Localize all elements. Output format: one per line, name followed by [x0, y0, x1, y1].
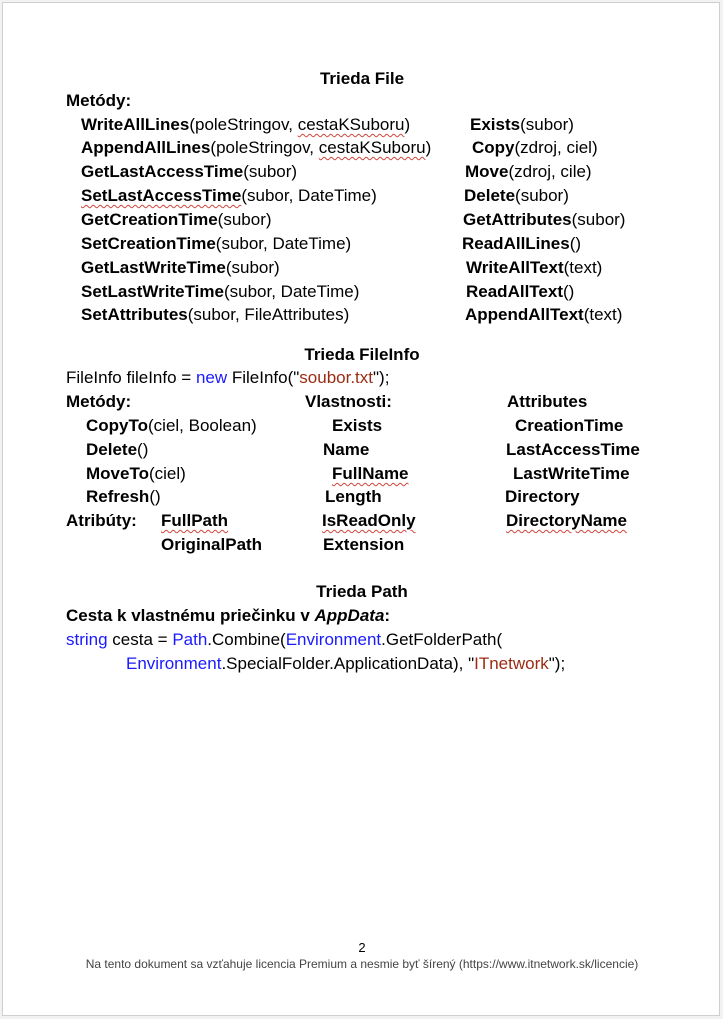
fileinfo-attributes-label: Attributes	[507, 392, 588, 411]
file-method-left: WriteAllLines(poleStringov, cestaKSuboru)	[81, 115, 411, 134]
fileinfo-attribute: LastWriteTime	[513, 464, 630, 483]
file-method-right: Delete(subor)	[464, 186, 569, 205]
fileinfo-method: Delete()	[86, 440, 149, 459]
file-method-right: AppendAllText(text)	[465, 305, 623, 324]
fileinfo-attribute: Directory	[505, 487, 580, 506]
file-method-left: GetCreationTime(subor)	[81, 210, 272, 229]
fileinfo-property: Exists	[332, 416, 383, 435]
page-number: 2	[358, 940, 366, 955]
file-method-right: ReadAllText()	[466, 282, 575, 301]
file-method-left: SetAttributes(subor, FileAttributes)	[81, 305, 350, 324]
path-code-line-1: string cesta = Path.Combine(Environment.GetFolderPath(	[66, 630, 503, 649]
fileinfo-atributy-label: Atribúty:	[66, 511, 137, 530]
file-method-right: GetAttributes(subor)	[463, 210, 626, 229]
license-footer: Na tento dokument sa vzťahuje licencia Premium a nesmie byť šírený (https://www.itnetwork.sk/licencie)	[85, 957, 639, 971]
fileinfo-attribute: LastAccessTime	[506, 440, 640, 459]
fileinfo-property: IsReadOnly	[322, 511, 416, 530]
path-code-line-2: Environment.SpecialFolder.ApplicationData), "ITnetwork");	[126, 654, 566, 673]
fileinfo-attribute: DirectoryName	[506, 511, 627, 530]
fileinfo-property: Name	[323, 440, 370, 459]
fileinfo-atribut: FullPath	[161, 511, 229, 530]
file-method-left: SetLastAccessTime(subor, DateTime)	[81, 186, 377, 205]
file-method-right: Exists(subor)	[470, 115, 574, 134]
fileinfo-methods-label: Metódy:	[66, 392, 132, 411]
fileinfo-property: Extension	[323, 535, 405, 554]
file-method-left: AppendAllLines(poleStringov, cestaKSuboru)	[81, 138, 432, 157]
file-method-right: Copy(zdroj, ciel)	[472, 138, 598, 157]
file-method-left: GetLastAccessTime(subor)	[81, 162, 298, 181]
path-subtitle: Cesta k vlastnému priečinku v AppData:	[66, 606, 391, 625]
file-method-left: SetLastWriteTime(subor, DateTime)	[81, 282, 360, 301]
file-methods-label: Metódy:	[66, 91, 132, 110]
fileinfo-section-title: Trieda FileInfo	[304, 345, 420, 364]
fileinfo-properties-label: Vlastnosti:	[305, 392, 392, 411]
fileinfo-method: MoveTo(ciel)	[86, 464, 186, 483]
file-method-right: Move(zdroj, cile)	[465, 162, 592, 181]
path-section-title: Trieda Path	[316, 582, 408, 601]
fileinfo-code-line: FileInfo fileInfo = new FileInfo("soubor.txt");	[66, 368, 390, 387]
file-method-right: WriteAllText(text)	[466, 258, 603, 277]
fileinfo-method: Refresh()	[86, 487, 161, 506]
fileinfo-property: FullName	[332, 464, 409, 483]
file-method-left: GetLastWriteTime(subor)	[81, 258, 280, 277]
file-method-right: ReadAllLines()	[462, 234, 582, 253]
fileinfo-attribute: CreationTime	[515, 416, 624, 435]
fileinfo-method: CopyTo(ciel, Boolean)	[86, 416, 257, 435]
document-page	[2, 2, 720, 1016]
fileinfo-atribut: OriginalPath	[161, 535, 263, 554]
file-method-left: SetCreationTime(subor, DateTime)	[81, 234, 352, 253]
file-section-title: Trieda File	[319, 69, 405, 88]
fileinfo-property: Length	[325, 487, 382, 506]
